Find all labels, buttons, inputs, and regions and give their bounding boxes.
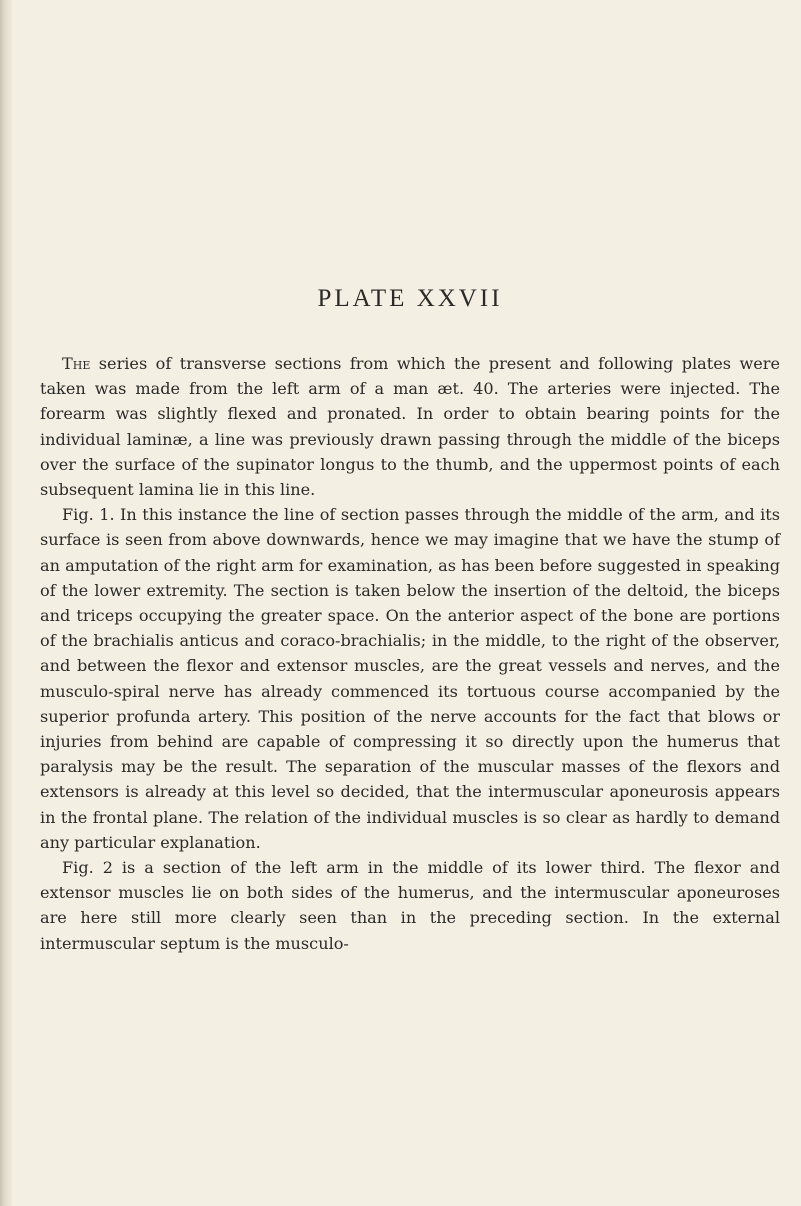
paragraph-body: Fig. 1. In this instance the line of section passes through the middle of the arm, and its surface is seen from above downwards, hence we may imagine that we have the stump of an amputation of the right arm for examination, as has been before suggested in speaking of the lower extremity. The section is taken below the insertion of the deltoid, the biceps and triceps occupying the greater space. On the anterior aspect of the bone are portions of the brachialis anticus and coraco-brachialis; in the middle, to the right of the observer, and between the flexor and extensor muscles, are the great vessels and nerves, and the musculo-spiral nerve has already commenced its tortuous course accompanied by the superior profunda artery. This position of the nerve accounts for the fact that blows or injuries from behind are capable of compressing it so directly upon the humerus that paralysis may be the result. The separation of the muscular masses of the flexors and extensors is already at this level so decided, that the intermuscular aponeurosis appears in the frontal plane. The relation of the individual muscles is so clear as hardly to demand any particular explanation. bbox=[40, 505, 780, 852]
paragraph-fig-1 bbox=[40, 502, 780, 855]
paragraph-body: Fig. 2 is a section of the left arm in the middle of its lower third. The flexor and extensor muscles lie on both sides of the humerus, and the intermuscular aponeuroses are here still more clearly seen than in the preceding section. In the external intermuscular septum is the musculo- bbox=[40, 858, 780, 953]
document-page bbox=[40, 0, 780, 1206]
paragraph-fig-2 bbox=[40, 855, 780, 956]
paragraph-lead: The bbox=[62, 354, 91, 373]
body-text bbox=[40, 351, 780, 956]
paragraph-body: series of transverse sections from which the present and following plates were taken was made from the left arm of a man æt. 40. The arteries were injected. The forearm was slightly flexed and pronated. In order to obtain bearing points for the individual laminæ, a line was previously drawn passing through the middle of the biceps over the surface of the supinator longus to the thumb, and the uppermost points of each subsequent lamina lie in this line. bbox=[40, 354, 780, 500]
paragraph-intro bbox=[40, 351, 780, 502]
page-binding-edge bbox=[0, 0, 12, 1206]
plate-title: PLATE XXVII bbox=[317, 285, 503, 312]
